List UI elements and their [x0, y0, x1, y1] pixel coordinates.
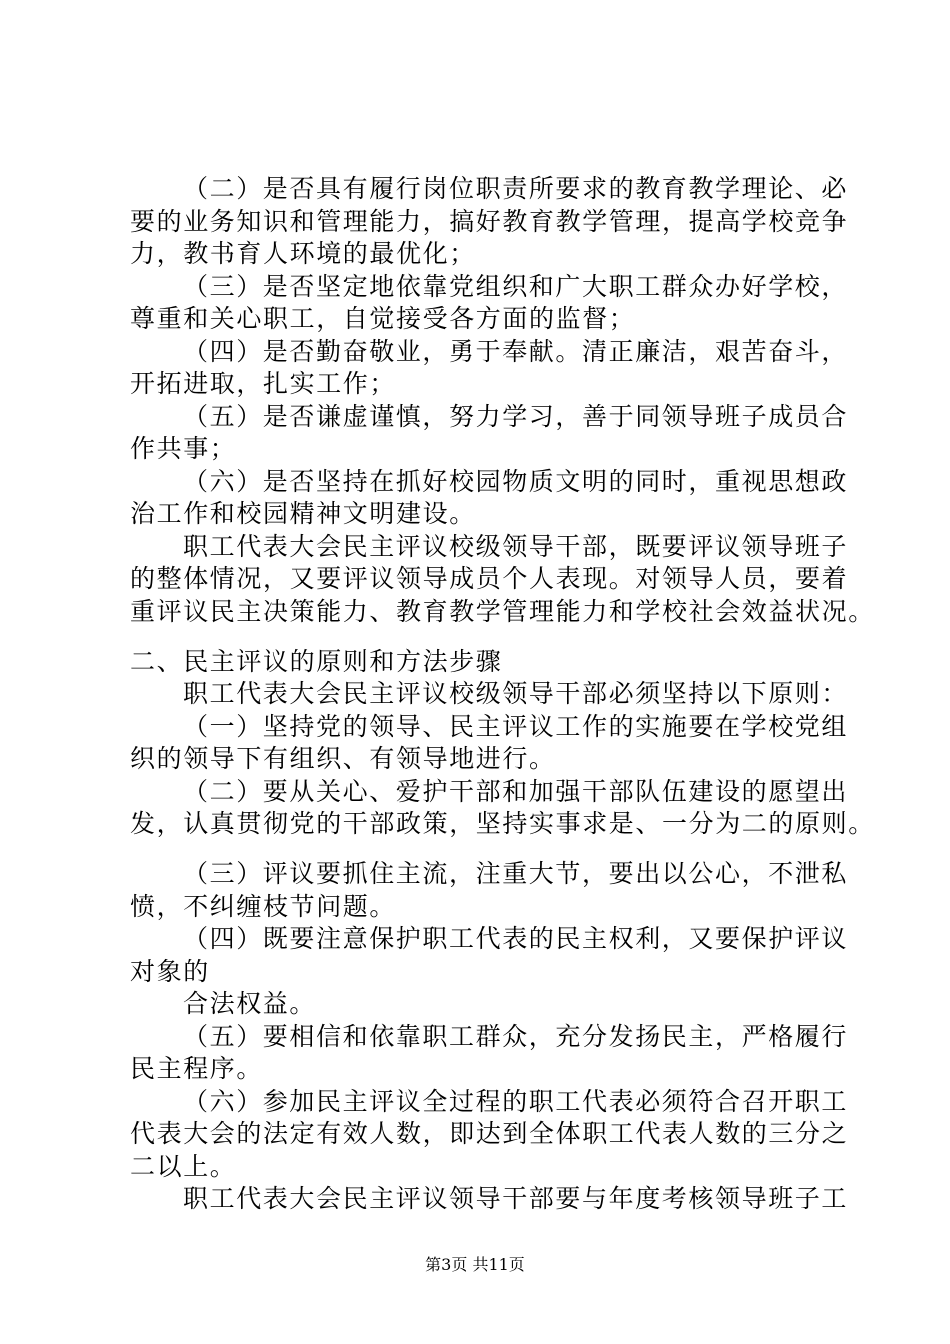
- text-line: （三）是否坚定地依靠党组织和广大职工群众办好学校，: [183, 272, 849, 301]
- text-line: （六）是否坚持在抓好校园物质文明的同时，重视思想政: [183, 467, 849, 496]
- text-line: 民主程序。: [130, 1054, 264, 1083]
- text-line: 要的业务知识和管理能力，搞好教育教学管理，提高学校竞争: [130, 207, 849, 236]
- page-number: 第3页 共11页: [425, 1255, 525, 1274]
- text-line: 愤，不纠缠枝节问题。: [130, 892, 397, 921]
- text-line: （二）要从关心、爱护干部和加强干部队伍建设的愿望出: [183, 777, 849, 806]
- text-line: 治工作和校园精神文明建设。: [130, 499, 476, 528]
- text-line: 职工代表大会民主评议校级领导干部，既要评议领导班子: [183, 532, 849, 561]
- text-line: （六）参加民主评议全过程的职工代表必须符合召开职工: [183, 1087, 849, 1116]
- text-line: 二以上。: [130, 1152, 237, 1181]
- text-line: 代表大会的法定有效人数，即达到全体职工代表人数的三分之: [130, 1119, 849, 1148]
- text-line: （二）是否具有履行岗位职责所要求的教育教学理论、必: [183, 174, 849, 203]
- text-line: 职工代表大会民主评议领导干部要与年度考核领导班子工: [183, 1184, 849, 1213]
- text-line: 重评议民主决策能力、教育教学管理能力和学校社会效益状况。: [130, 597, 875, 626]
- text-line: （一）坚持党的领导、民主评议工作的实施要在学校党组: [183, 712, 849, 741]
- text-line: （五）要相信和依靠职工群众，充分发扬民主，严格履行: [183, 1022, 849, 1051]
- text-line: 对象的: [130, 957, 210, 986]
- text-line: 的整体情况，又要评议领导成员个人表现。对领导人员，要着: [130, 564, 849, 593]
- text-line: 尊重和关心职工，自觉接受各方面的监督；: [130, 304, 636, 333]
- text-line: 开拓进取，扎实工作；: [130, 369, 397, 398]
- text-line: 作共事；: [130, 434, 237, 463]
- text-line: 职工代表大会民主评议校级领导干部必须坚持以下原则：: [183, 679, 849, 708]
- text-line: （五）是否谦虚谨慎，努力学习，善于同领导班子成员合: [183, 402, 849, 431]
- text-line: 发，认真贯彻党的干部政策，坚持实事求是、一分为二的原则。: [130, 809, 875, 838]
- section-heading: 二、民主评议的原则和方法步骤: [130, 647, 503, 676]
- text-line: （四）是否勤奋敬业，勇于奉献。清正廉洁，艰苦奋斗，: [183, 337, 849, 366]
- text-line: 力，教书育人环境的最优化；: [130, 239, 476, 268]
- text-line: （三）评议要抓住主流，注重大节，要出以公心，不泄私: [183, 859, 849, 888]
- text-line: 合法权益。: [183, 989, 317, 1018]
- text-line: 织的领导下有组织、有领导地进行。: [130, 744, 556, 773]
- text-line: （四）既要注意保护职工代表的民主权利，又要保护评议: [183, 924, 849, 953]
